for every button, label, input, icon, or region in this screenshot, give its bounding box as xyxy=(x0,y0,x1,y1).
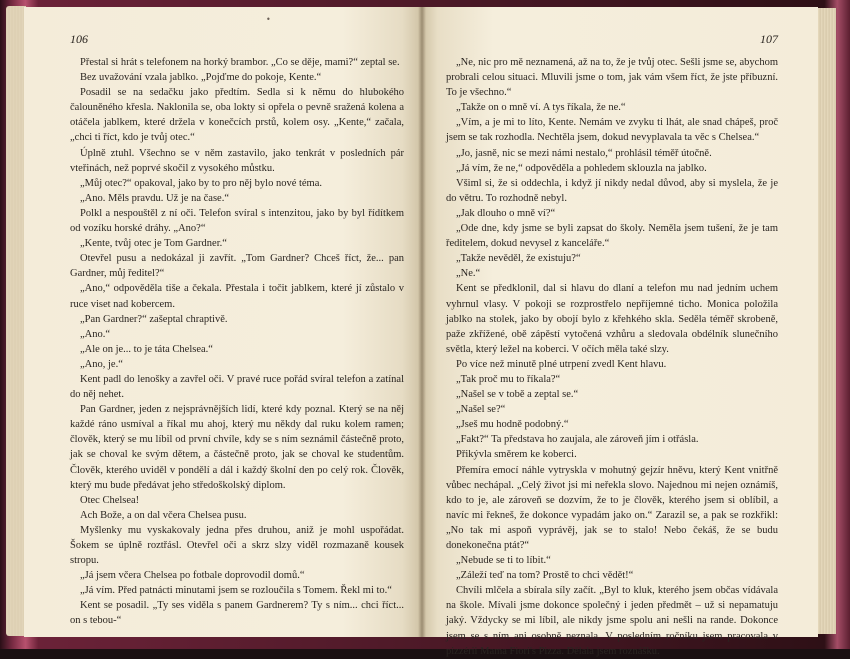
page-number-left: 106 xyxy=(70,32,88,46)
left-paragraph: Pan Gardner, jeden z nejsprávnějších lidí, které kdy poznal. Který se na něj každé ráno usmíval a říkal mu ahoj, který mu někdy dal ruku kolem ramen; člověk, který se mu líbil od první chvíle, kdy se s ním seznámil částečně proto, jak se choval ke svým dětem, a částečně proto, jak se choval ke studentům. Člověk, kterého uviděl v pondělí a dál i každý školní den po celý rok. Člověk, který mu bude předávat jeho středoškolský diplom. xyxy=(70,404,404,491)
left-paragraph: „Kente, tvůj otec je Tom Gardner.“ xyxy=(80,238,227,250)
left-paragraph: Otevřel pusu a nedokázal ji zavřít. „Tom Gardner? Chceš říct, že... pan Gardner, můj ředitel?“ xyxy=(70,253,404,280)
left-paragraph: „Já jsem včera Chelsea po fotbale doprovodil domů.“ xyxy=(80,570,305,582)
printer-mark: • xyxy=(266,15,271,24)
right-paragraph: „Jo, jasně, nic se mezi námi nestalo,“ prohlásil téměř útočně. xyxy=(456,147,712,159)
right-paragraph: Po více než minutě plné utrpení zvedl Kent hlavu. xyxy=(456,358,667,370)
right-paragraph: „Jak dlouho o mně ví?“ xyxy=(456,207,556,219)
right-paragraph: „Nebude se ti to líbit.“ xyxy=(456,555,551,567)
left-paragraph: „Pan Gardner?“ zašeptal chraptivě. xyxy=(80,313,228,325)
right-paragraph: „Takže nevěděl, že existuju?“ xyxy=(456,253,581,265)
left-paragraph: „Ale on je... to je táta Chelsea.“ xyxy=(80,343,213,355)
left-paragraph: Polkl a nespouštěl z ní oči. Telefon svíral s intenzitou, jako by byl řídítkem od vozíku horské dráhy. „Ano?“ xyxy=(70,207,404,235)
right-page xyxy=(422,7,818,657)
left-paragraph: Ach Bože, a on dal včera Chelsea pusu. xyxy=(80,509,247,521)
left-page xyxy=(24,7,422,637)
right-paragraph: „Našel se?“ xyxy=(456,404,506,416)
page-edges-right xyxy=(818,8,836,634)
right-paragraph: „Já vím, že ne,“ odpověděla a pohledem sklouzla na jablko. xyxy=(456,162,707,174)
right-paragraph: „Ne.“ xyxy=(456,268,481,280)
right-paragraph: Kent se předklonil, dal si hlavu do dlaní a telefon mu nad jedním uchem vyhrnul vlasy. V pokoji se rozprostřelo nepříjemné ticho. Monica položila jablko na stolek, jako by obojí bylo z křehkého skla. Seděla téměř skrobeně, paže zkřížené, obě zápěstí vytočená vzhůru a sledovala obdélník slunečního světla, který ležel na koberci. V očích měla také slzy. xyxy=(446,283,778,355)
right-paragraph: Chvíli mlčela a sbírala síly začít. „Byl to kluk, kterého jsem občas vídávala na škole. Mívali jsme dokonce společný i jeden předmět – už si nepamatuju jaký. Vždycky se mi líbil, ale nikdy jsme spolu ani nešli na rande. Dokonce jsem se s ním ani osobně neznala. V posledním ročníku jsem pracovala v pizzérii Mama Fiori's Pizza. Dělala jsem roznášku. xyxy=(446,585,778,657)
left-paragraph: „Ano. Měls pravdu. Už je na čase.“ xyxy=(80,192,229,204)
left-paragraph: „Můj otec?“ opakoval, jako by to pro něj bylo nové téma. xyxy=(80,177,323,189)
left-paragraph: Bez uvažování vzala jablko. „Pojďme do pokoje, Kente.“ xyxy=(80,72,322,84)
left-paragraph: Úplně ztuhl. Všechno se v něm zastavilo, jako tenkrát v posledních pár vteřinách, než poprvé skočil z vysokého můstku. xyxy=(70,147,404,174)
right-paragraph: „Ne, nic pro mě neznamená, až na to, že je tvůj otec. Sešli jsme se, abychom probrali celou situaci. Mluvili jsme o tom, jak vám všem říct, že jste příbuzní. To je všechno.“ xyxy=(446,57,778,99)
book-gutter xyxy=(418,7,426,637)
left-paragraph: Otec Chelsea! xyxy=(80,494,140,506)
right-paragraph: „Tak proč mu to říkala?“ xyxy=(456,373,561,385)
left-paragraph: Myšlenky mu vyskakovaly jedna přes druhou, aniž je mohl uspořádat. Šokem se úplně roztřásl. Otevřel oči a skrz slzy viděl rozmazaně kousek stropu. xyxy=(70,524,404,567)
right-paragraph: „Vím, a je mi to líto, Kente. Nemám ve zvyku ti lhát, ale snad chápeš, proč jsem se tak rozhodla. Nechtěla jsem, dokud nevyplavala ta věc s Chelsea.“ xyxy=(446,117,778,144)
right-paragraph: „Takže on o mně ví. A tys říkala, že ne.“ xyxy=(456,102,626,114)
left-paragraph: Posadil se na sedačku jako předtím. Sedla si k němu do hlubokého čalouněného křesla. Naklonila se, oba lokty si opřela o pevně sražená kolena a otáčela jablkem, které držela v konečcích prstů, kolem osy. „Kente,“ začala, „chci ti říct, kdo je tvůj otec.“ xyxy=(70,87,404,144)
right-paragraph: „Fakt?“ Ta představa ho zaujala, ale zároveň jím i otřásla. xyxy=(456,434,699,446)
page-edges-left xyxy=(6,6,26,636)
left-paragraph: „Já vím. Před patnácti minutami jsem se rozloučila s Tomem. Řekl mi to.“ xyxy=(80,585,392,597)
left-paragraph: „Ano, je.“ xyxy=(80,358,123,370)
right-page-body xyxy=(446,55,778,659)
right-paragraph: Všiml si, že si oddechla, i když jí nikdy nedal důvod, aby si myslela, že je do větru. To rozhodně nebyl. xyxy=(446,177,778,204)
left-paragraph: Kent padl do lenošky a zavřel oči. V pravé ruce pořád svíral telefon a zatínal do něj nehet. xyxy=(70,373,404,401)
right-paragraph: Přikývla směrem ke koberci. xyxy=(456,449,577,461)
left-page-body xyxy=(70,55,404,629)
left-paragraph: Kent se posadil. „Ty ses viděla s panem Gardnerem? Ty s ním... chci říct... on s tebou-“ xyxy=(70,600,404,627)
left-paragraph: „Ano,“ odpověděla tiše a čekala. Přestala i točit jablkem, které jí zůstalo v ruce viset nad kobercem. xyxy=(70,283,404,310)
right-paragraph: „Ode dne, kdy jsme se byli zapsat do školy. Neměla jsem tušení, že je tam ředitelem, dokud nevysel z kanceláře.“ xyxy=(446,223,778,250)
left-paragraph: „Ano.“ xyxy=(80,328,111,340)
page-number-right: 107 xyxy=(760,32,778,46)
left-paragraph: Přestal si hrát s telefonem na horký brambor. „Co se děje, mami?“ zeptal se. xyxy=(80,57,400,68)
right-paragraph: „Jseš mu hodně podobný.“ xyxy=(456,419,569,431)
right-paragraph: „Našel se v tobě a zeptal se.“ xyxy=(456,389,579,401)
right-paragraph: Přemíra emocí náhle vytryskla v mohutný gejzír hněvu, který Kent vnitřně vůbec nechápal. „Celý život jsi mi neřekla slovo. Najednou mi nejen oznámíš, kdo to je, ale zároveň se dozvím, že to je člověk, kterého jsem si oblíbil, a navíc mi řekneš, že dokonce vypadám jako on.“ Zarazil se, a pak se rozkřikl: „No tak mi aspoň vyprávěj, jak se to stalo! Nebo čekáš, že se budu donekonečna ptát?“ xyxy=(446,464,778,551)
right-paragraph: „Záleží teď na tom? Prostě to chci vědět!“ xyxy=(456,570,634,582)
